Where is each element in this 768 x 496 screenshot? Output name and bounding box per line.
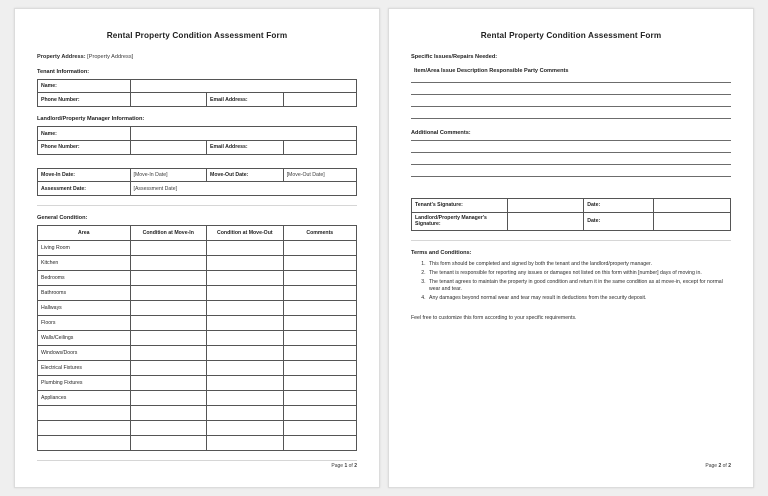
move-out-date-value[interactable]: [Move-Out Date] [283, 168, 356, 182]
tenant-signature-value[interactable] [507, 199, 584, 213]
spacer [411, 188, 731, 198]
landlord-name-label: Name: [38, 127, 131, 141]
comment-blank-line[interactable] [411, 164, 731, 165]
condition-move-out-cell[interactable] [207, 271, 284, 286]
assessment-date-value[interactable]: [Assessment Date] [130, 182, 357, 196]
landlord-signature-label: Landlord/Property Manager's Signature: [412, 212, 508, 230]
general-condition-table [37, 225, 357, 451]
footer-current-page: 1 [344, 463, 348, 469]
document-page-1[interactable] [14, 8, 380, 488]
condition-area-label: Plumbing Fixtures [38, 375, 131, 390]
tenant-signature-label: Tenant's Signature: [412, 199, 508, 213]
landlord-signature-date-label: Date: [584, 212, 654, 230]
landlord-information-heading: Landlord/Property Manager Information: [37, 116, 145, 123]
table-row [412, 199, 731, 213]
column-header-condition-move-in: Condition at Move-In [130, 226, 207, 241]
condition-comments-cell[interactable] [283, 420, 356, 435]
column-header-condition-move-out: Condition at Move-Out [207, 226, 284, 241]
page-title: Rental Property Condition Assessment Form [106, 31, 288, 40]
condition-comments-cell[interactable] [283, 241, 356, 256]
condition-move-out-cell[interactable] [207, 241, 284, 256]
condition-move-in-cell[interactable] [130, 286, 207, 301]
condition-move-in-cell[interactable] [130, 241, 207, 256]
condition-area-label: Bathrooms [38, 286, 131, 301]
condition-move-out-cell[interactable] [207, 331, 284, 346]
condition-move-in-cell[interactable] [130, 405, 207, 420]
condition-comments-cell[interactable] [283, 360, 356, 375]
property-address-value: [Property Address] [87, 54, 134, 60]
condition-move-in-cell[interactable] [130, 360, 207, 375]
terms-heading: Terms and Conditions: [411, 249, 472, 256]
table-row [38, 316, 357, 331]
table-row [38, 375, 357, 390]
landlord-phone-label: Phone Number: [38, 140, 131, 154]
table-row [38, 390, 357, 405]
comment-blank-line[interactable] [411, 176, 731, 177]
condition-area-label: Kitchen [38, 256, 131, 271]
condition-move-out-cell[interactable] [207, 420, 284, 435]
condition-area-label: Windows/Doors [38, 346, 131, 361]
condition-move-out-cell[interactable] [207, 405, 284, 420]
condition-area-label: Hallways [38, 301, 131, 316]
issue-blank-line[interactable] [411, 94, 731, 95]
comment-blank-line[interactable] [411, 140, 731, 141]
table-row [38, 127, 357, 141]
condition-move-in-cell[interactable] [130, 316, 207, 331]
tenant-signature-date-label: Date: [584, 199, 654, 213]
page-title: Rental Property Condition Assessment Form [480, 31, 662, 40]
column-header-area: Area [38, 226, 131, 241]
condition-move-in-cell[interactable] [130, 420, 207, 435]
condition-area-label: Electrical Fixtures [38, 360, 131, 375]
terms-item: 3. The tenant agrees to maintain the property in good condition and return it in the same condition as at move-in, except for normal wear and tear. [427, 279, 731, 294]
condition-move-in-cell[interactable] [130, 375, 207, 390]
terms-list [415, 261, 731, 303]
issue-blank-line[interactable] [411, 82, 731, 83]
section-divider [411, 240, 731, 241]
condition-comments-cell[interactable] [283, 316, 356, 331]
condition-area-label [38, 435, 131, 450]
condition-comments-cell[interactable] [283, 286, 356, 301]
condition-area-label: Living Room [38, 241, 131, 256]
condition-move-out-cell[interactable] [207, 256, 284, 271]
property-address-label: Property Address: [37, 54, 86, 60]
condition-area-label [38, 405, 131, 420]
general-condition-body [38, 241, 357, 451]
footer-total-pages: 2 [354, 463, 357, 469]
tenant-phone-label: Phone Number: [38, 93, 131, 107]
tenant-name-label: Name: [38, 79, 131, 93]
move-out-date-label: Move-Out Date: [207, 168, 284, 182]
condition-move-out-cell[interactable] [207, 316, 284, 331]
table-row [38, 140, 357, 154]
issue-blank-line[interactable] [411, 106, 731, 107]
comment-blank-line[interactable] [411, 152, 731, 153]
condition-move-in-cell[interactable] [130, 271, 207, 286]
table-row [38, 405, 357, 420]
document-page-2[interactable] [388, 8, 754, 488]
tenant-signature-date-value[interactable] [654, 199, 731, 213]
landlord-email-label: Email Address: [207, 140, 284, 154]
condition-move-in-cell[interactable] [130, 435, 207, 450]
additional-comments-blank-lines [411, 140, 731, 177]
tenant-name-value[interactable] [130, 79, 357, 93]
condition-comments-cell[interactable] [283, 435, 356, 450]
condition-move-out-cell[interactable] [207, 346, 284, 361]
table-row [38, 346, 357, 361]
condition-move-out-cell[interactable] [207, 375, 284, 390]
footer-middle: of [721, 463, 729, 469]
table-header-row [38, 226, 357, 241]
terms-item: 4. Any damages beyond normal wear and tear may result in deductions from the security deposit. [427, 295, 731, 303]
table-row [38, 271, 357, 286]
condition-area-label: Bedrooms [38, 271, 131, 286]
condition-area-label: Walls/Ceilings [38, 331, 131, 346]
tenant-information-table [37, 79, 357, 108]
footer-total-pages: 2 [728, 463, 731, 469]
closing-note: Feel free to customize this form according to your specific requirements. [411, 314, 577, 321]
table-row [38, 286, 357, 301]
table-row [38, 331, 357, 346]
condition-comments-cell[interactable] [283, 405, 356, 420]
additional-comments-heading: Additional Comments: [411, 130, 471, 136]
footer-prefix: Page [331, 463, 345, 469]
table-row [38, 182, 357, 196]
condition-move-out-cell[interactable] [207, 301, 284, 316]
condition-move-out-cell[interactable] [207, 286, 284, 301]
specific-issues-heading: Specific Issues/Repairs Needed: [411, 54, 498, 60]
condition-comments-cell[interactable] [283, 375, 356, 390]
condition-move-in-cell[interactable] [130, 390, 207, 405]
property-address-field [37, 54, 357, 62]
issues-column-header-line: Item/Area Issue Description Responsible Party Comments [414, 68, 569, 74]
page-bottom-divider [37, 460, 357, 461]
condition-move-out-cell[interactable] [207, 390, 284, 405]
landlord-phone-value[interactable] [130, 140, 207, 154]
table-row [38, 241, 357, 256]
landlord-signature-date-value[interactable] [654, 212, 731, 230]
condition-comments-cell[interactable] [283, 390, 356, 405]
condition-comments-cell[interactable] [283, 271, 356, 286]
condition-move-in-cell[interactable] [130, 346, 207, 361]
specific-issues-blank-lines [411, 82, 731, 119]
landlord-signature-value[interactable] [507, 212, 584, 230]
table-row [38, 93, 357, 107]
footer-middle: of [347, 463, 355, 469]
condition-move-in-cell[interactable] [130, 331, 207, 346]
table-row [412, 212, 731, 230]
condition-comments-cell[interactable] [283, 256, 356, 271]
condition-comments-cell[interactable] [283, 346, 356, 361]
tenant-phone-value[interactable] [130, 93, 207, 107]
table-row [38, 168, 357, 182]
condition-area-label: Floors [38, 316, 131, 331]
condition-move-out-cell[interactable] [207, 435, 284, 450]
table-row [38, 435, 357, 450]
tenant-information-heading: Tenant Information: [37, 68, 90, 75]
table-row [38, 420, 357, 435]
condition-move-in-cell[interactable] [130, 256, 207, 271]
general-condition-heading: General Condition: [37, 215, 88, 222]
dates-table [37, 168, 357, 197]
condition-comments-cell[interactable] [283, 331, 356, 346]
tenant-email-value[interactable] [283, 93, 356, 107]
terms-item: 1. This form should be completed and signed by both the tenant and the landlord/property manager. [427, 261, 731, 269]
table-row [38, 256, 357, 271]
section-divider [37, 205, 357, 206]
tenant-email-label: Email Address: [207, 93, 284, 107]
terms-item: 2. The tenant is responsible for reporting any issues or damages not listed on this form within [number] days of moving in. [427, 270, 731, 278]
footer-current-page: 2 [718, 463, 722, 469]
condition-move-out-cell[interactable] [207, 360, 284, 375]
landlord-name-value[interactable] [130, 127, 357, 141]
condition-comments-cell[interactable] [283, 301, 356, 316]
table-row [38, 301, 357, 316]
footer-prefix: Page [705, 463, 719, 469]
table-row [38, 360, 357, 375]
condition-move-in-cell[interactable] [130, 301, 207, 316]
condition-area-label: Appliances [38, 390, 131, 405]
move-in-date-label: Move-In Date: [38, 168, 131, 182]
page-footer [331, 463, 357, 469]
table-row [38, 79, 357, 93]
signature-table [411, 198, 731, 231]
page-footer [705, 463, 731, 469]
move-in-date-value[interactable]: [Move-In Date] [130, 168, 207, 182]
landlord-information-table [37, 126, 357, 155]
condition-area-label [38, 420, 131, 435]
landlord-email-value[interactable] [283, 140, 356, 154]
issue-blank-line[interactable] [411, 118, 731, 119]
assessment-date-label: Assessment Date: [38, 182, 131, 196]
column-header-comments: Comments [283, 226, 356, 241]
